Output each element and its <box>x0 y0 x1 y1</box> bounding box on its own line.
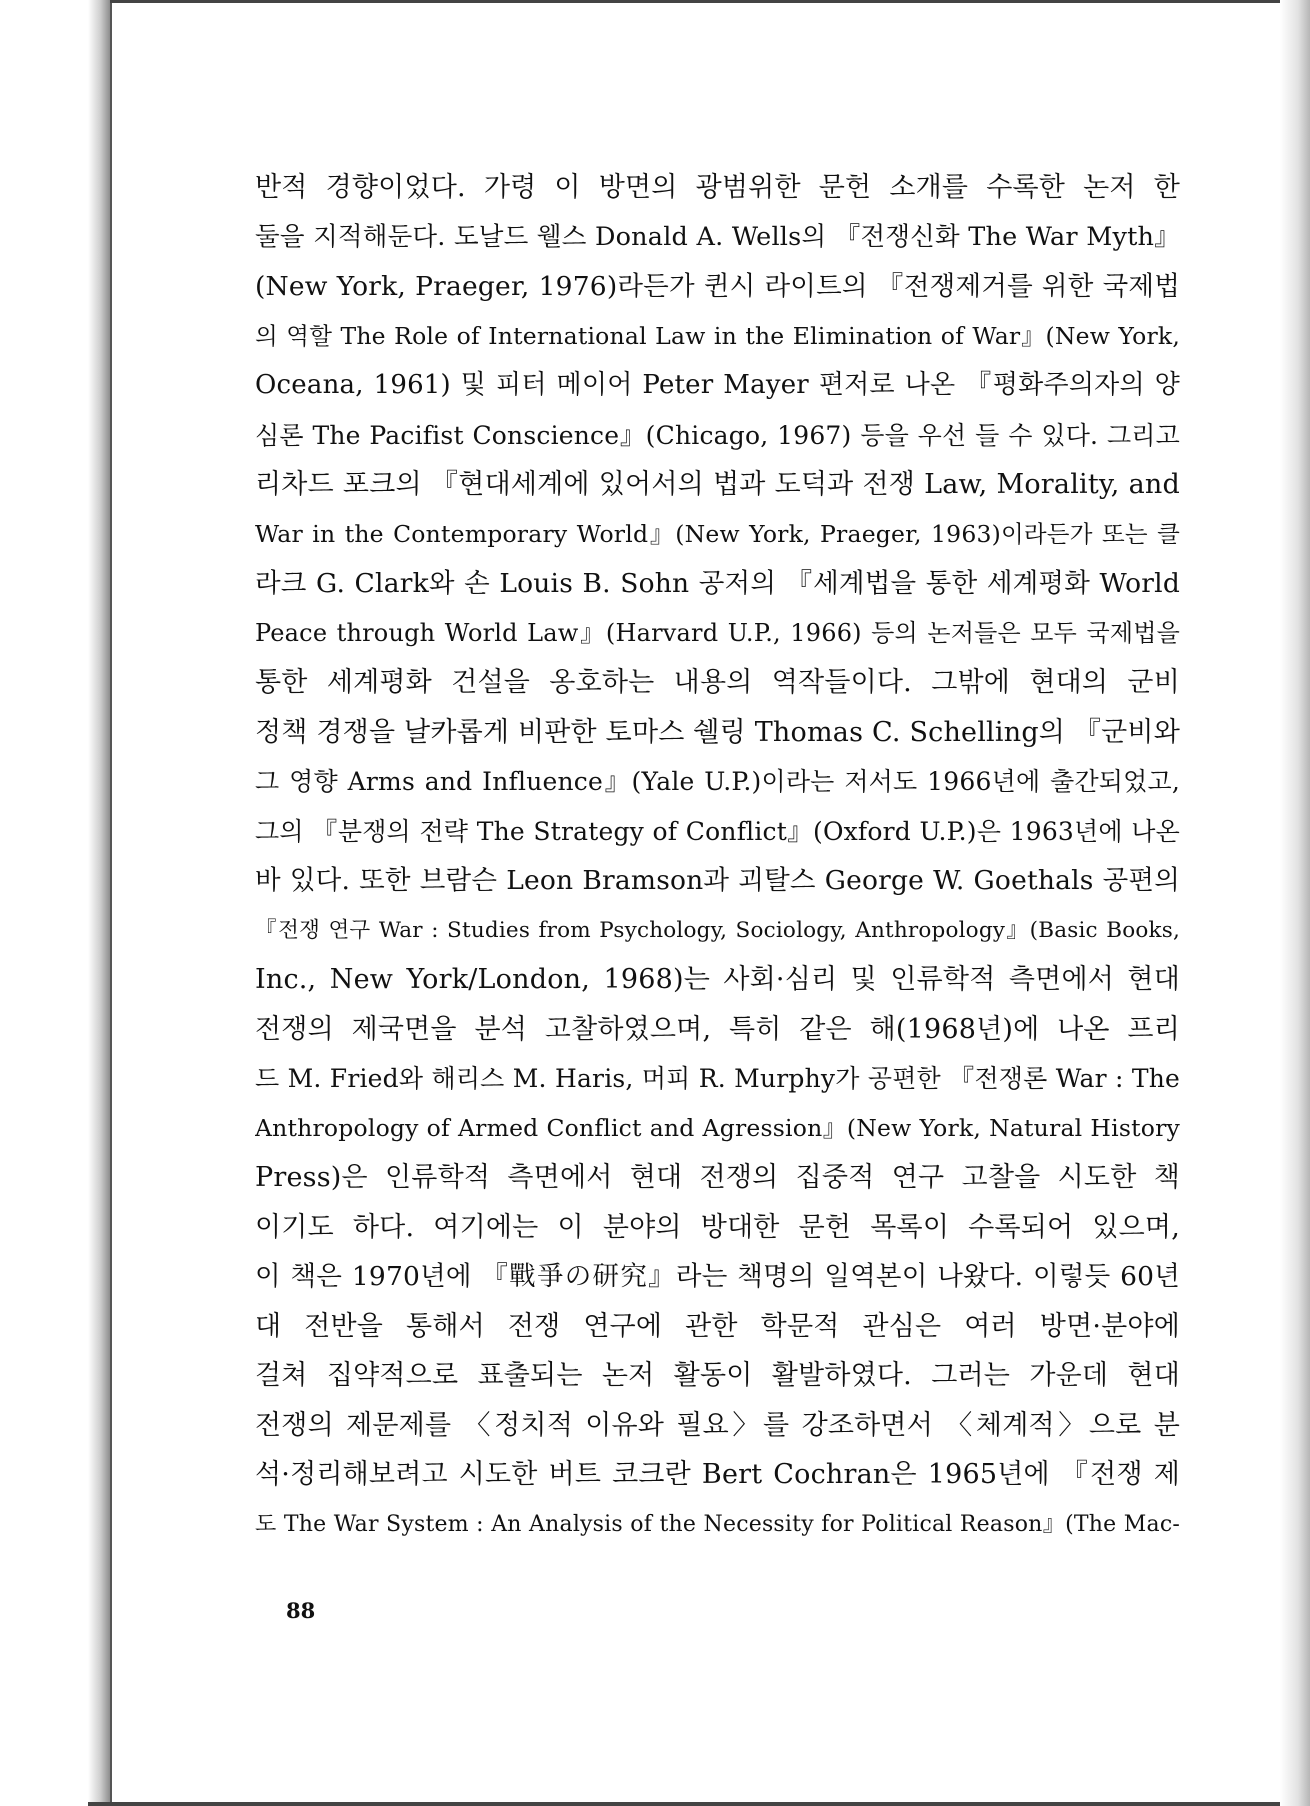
text-line: Oceana, 1961) 및 피터 메이어 Peter Mayer 편저로 나온 『평화주의자의 양 <box>255 370 1180 400</box>
text-line: Press)은 인류학적 측면에서 현대 전쟁의 집중적 연구 고찰을 시도한 책 <box>255 1162 1180 1193</box>
text-line: Anthropology of Armed Conflict and Agression』(New York, Natural History <box>255 1113 1180 1142</box>
text-line: 이기도 하다. 여기에는 이 분야의 방대한 문헌 목록이 수록되어 있으며, <box>255 1211 1180 1243</box>
text-line: 리차드 포크의 『현대세계에 있어서의 법과 도덕과 전쟁 Law, Morality, and <box>255 469 1180 500</box>
text-line: Inc., New York/London, 1968)는 사회·심리 및 인류학적 측면에서 현대 <box>255 964 1180 995</box>
text-line: 심론 The Pacifist Conscience』(Chicago, 1967) 등을 우선 들 수 있다. 그리고 <box>255 420 1180 450</box>
text-line: Peace through World Law』(Harvard U.P., 1966) 등의 논저들은 모두 국제법을 <box>255 618 1180 647</box>
text-line: 반적 경향이었다. 가령 이 방면의 광범위한 문헌 소개를 수록한 논저 한 <box>255 172 1180 203</box>
page-number: 88 <box>286 1598 316 1623</box>
text-line: 걸쳐 집약적으로 표출되는 논저 활동이 활발하였다. 그러는 가운데 현대 <box>255 1360 1180 1391</box>
page-bottom-edge <box>88 1802 1310 1806</box>
text-line: 전쟁의 제국면을 분석 고찰하였으며, 특히 같은 해(1968년)에 나온 프리 <box>255 1013 1180 1045</box>
page-right-shadow <box>1280 0 1310 1806</box>
text-line: 전쟁의 제문제를 〈정치적 이유와 필요〉를 강조하면서 〈체계적〉으로 분 <box>255 1409 1180 1441</box>
text-line: 통한 세계평화 건설을 옹호하는 내용의 역작들이다. 그밖에 현대의 군비 <box>255 667 1180 698</box>
text-line: 그의 『분쟁의 전략 The Strategy of Conflict』(Oxford U.P.)은 1963년에 나온 <box>255 816 1180 846</box>
text-line: 드 M. Fried와 해리스 M. Haris, 머피 R. Murphy가 공편한 『전쟁론 War : The <box>255 1064 1180 1093</box>
text-line: 도 The War System : An Analysis of the Necessity for Political Reason』(The Mac- <box>255 1511 1180 1537</box>
text-line: 라크 G. Clark와 손 Louis B. Sohn 공저의 『세계법을 통한 세계평화 World <box>255 568 1180 599</box>
text-line: 둘을 지적해둔다. 도날드 웰스 Donald A. Wells의 『전쟁신화 The War Myth』 <box>255 221 1180 252</box>
text-line: 이 책은 1970년에 『戰爭の研究』라는 책명의 일역본이 나왔다. 이렇듯 60년 <box>255 1261 1180 1292</box>
page-left-edge <box>110 0 112 1806</box>
text-line: 석·정리해보려고 시도한 버트 코크란 Bert Cochran은 1965년에 『전쟁 제 <box>255 1459 1180 1490</box>
text-line: War in the Contemporary World』(New York, Praeger, 1963)이라든가 또는 클 <box>255 519 1180 548</box>
text-line: (New York, Praeger, 1976)라든가 퀸시 라이트의 『전쟁제거를 위한 국제법 <box>255 271 1180 302</box>
page-spine-shadow <box>88 0 110 1806</box>
text-line: 정책 경쟁을 날카롭게 비판한 토마스 쉘링 Thomas C. Schelling의 『군비와 <box>255 716 1180 748</box>
text-line: 의 역할 The Role of International Law in the Elimination of War』(New York, <box>255 321 1180 350</box>
text-line: 바 있다. 또한 브람슨 Leon Bramson과 괴탈스 George W. Goethals 공편의 <box>255 865 1180 896</box>
page-top-edge <box>110 0 1310 3</box>
text-line: 그 영향 Arms and Influence』(Yale U.P.)이라는 저서도 1966년에 출간되었고, <box>255 767 1180 796</box>
text-line: 『전쟁 연구 War : Studies from Psychology, Sociology, Anthropology』(Basic Books, <box>255 917 1180 943</box>
body-text <box>255 163 1180 1549</box>
text-line: 대 전반을 통해서 전쟁 연구에 관한 학문적 관심은 여러 방면·분야에 <box>255 1310 1180 1342</box>
